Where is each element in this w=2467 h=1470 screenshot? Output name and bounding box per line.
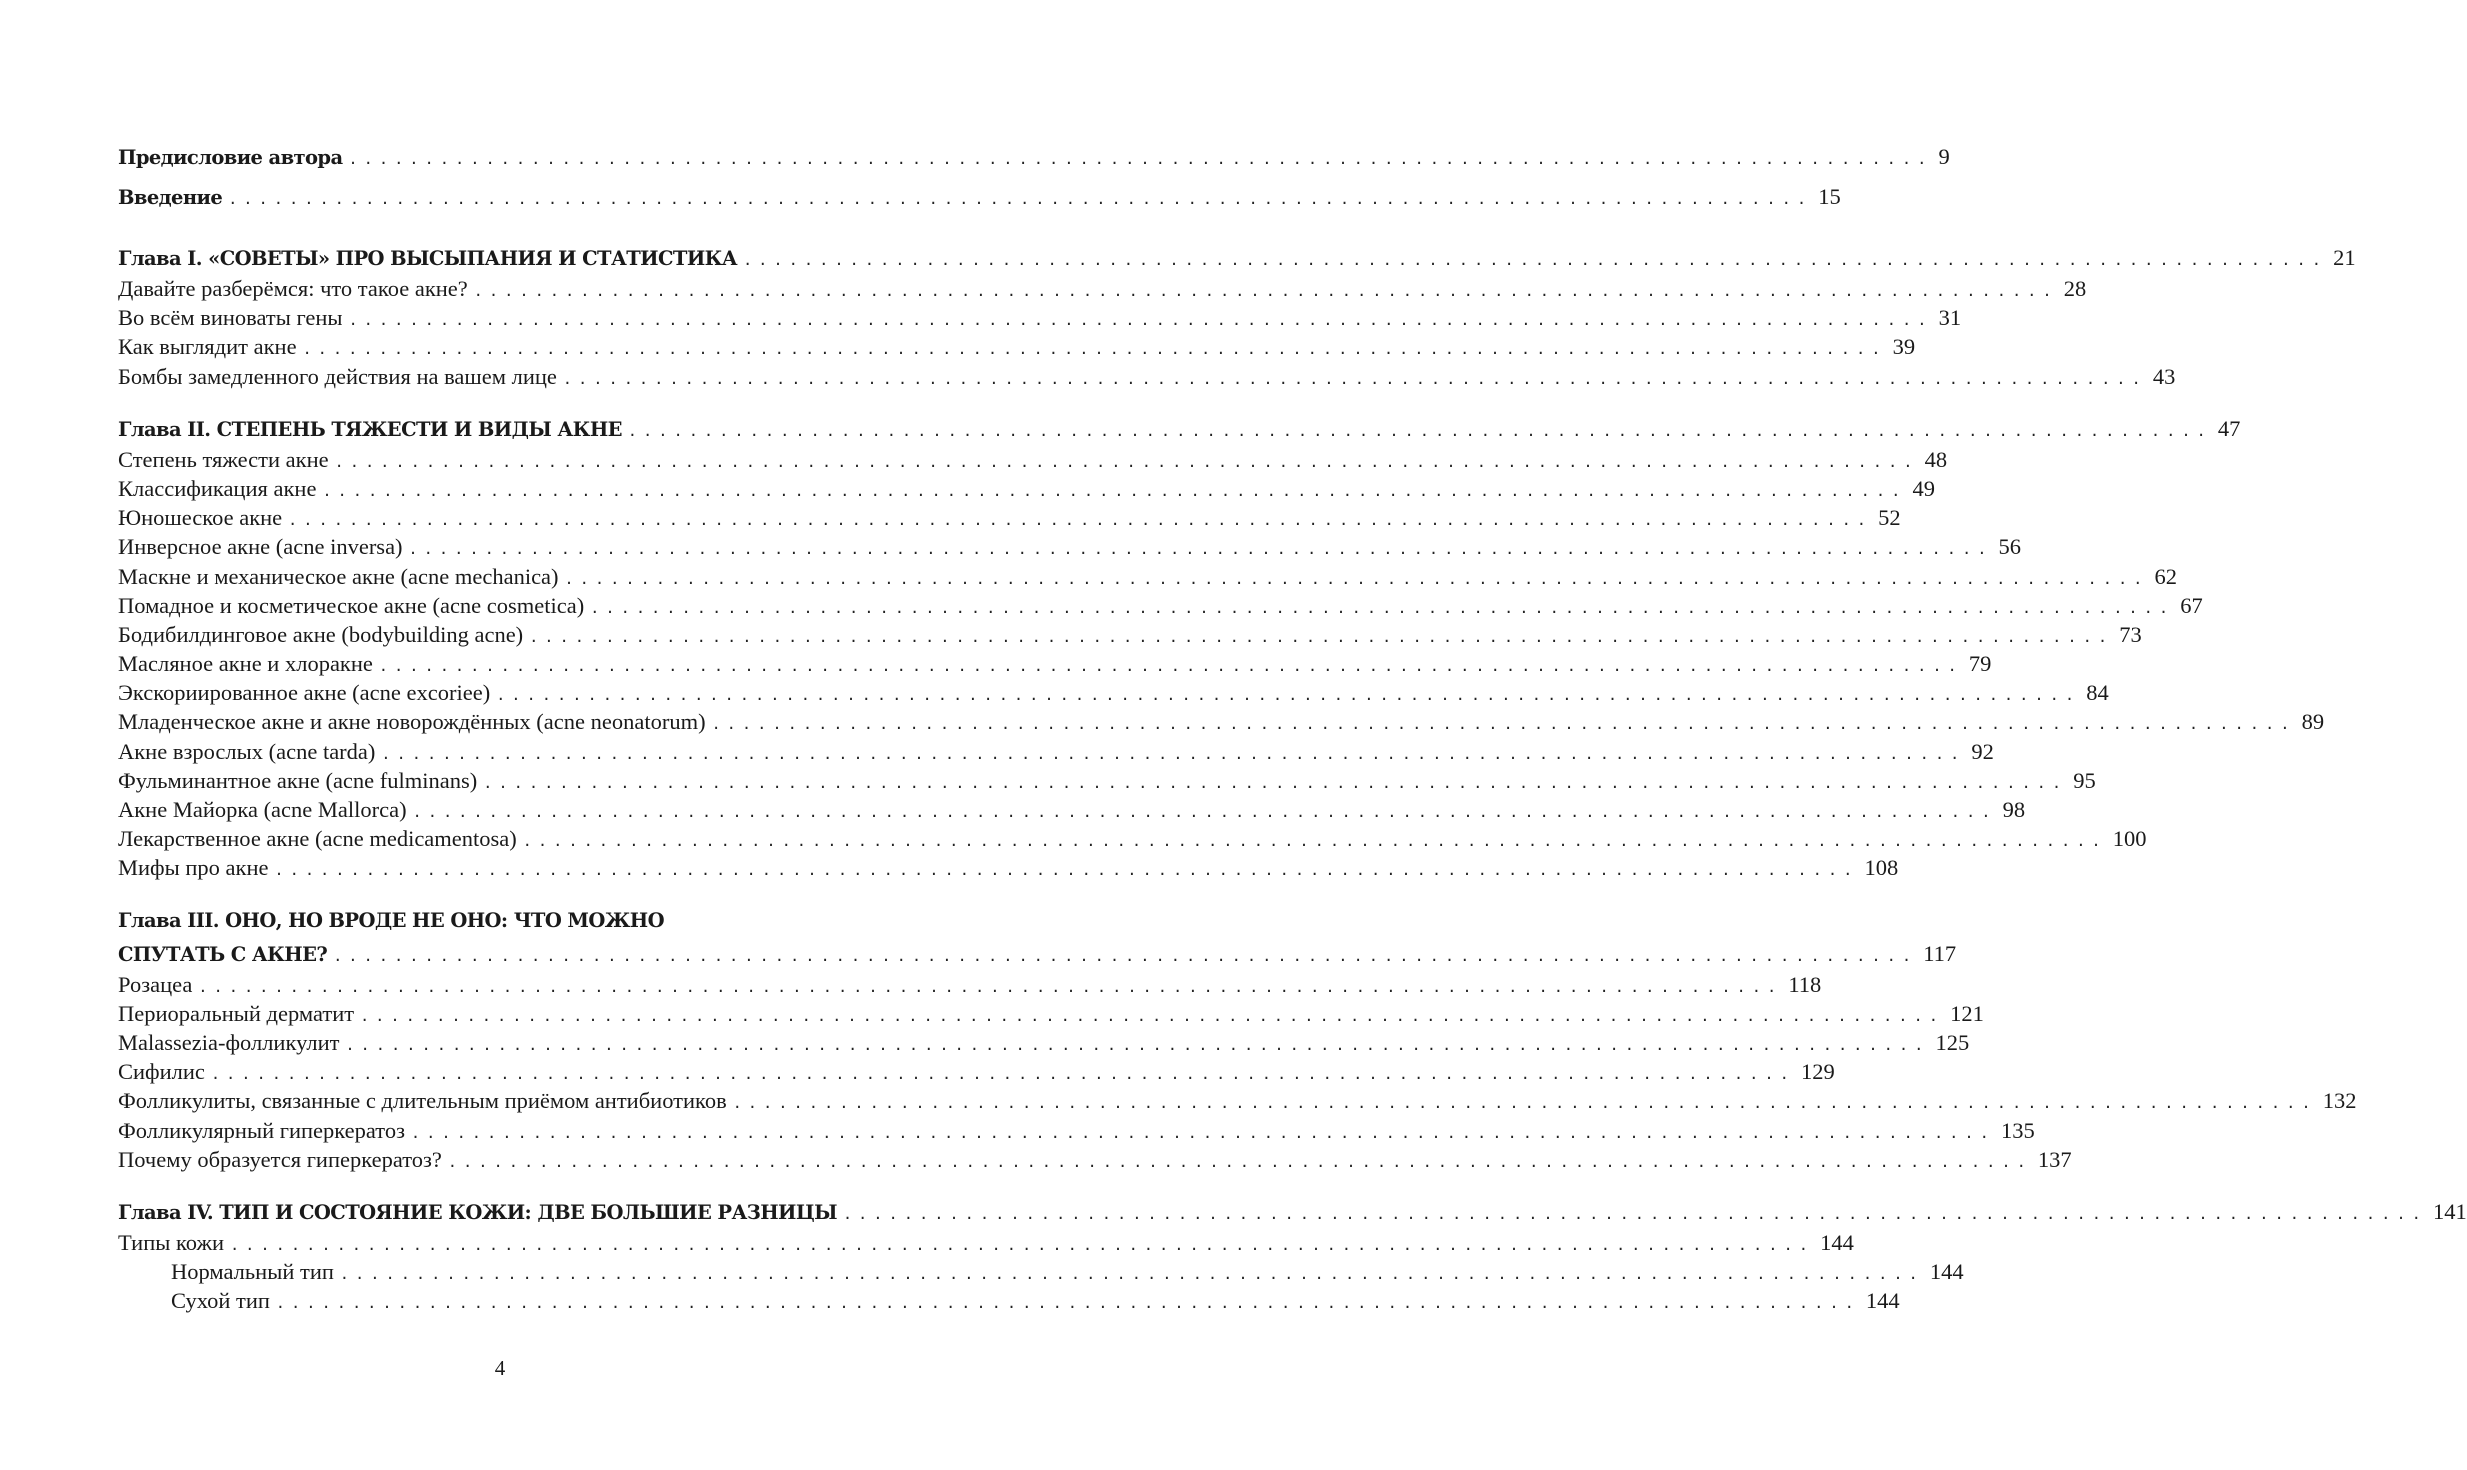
- chapter-title: Глава II. СТЕПЕНЬ ТЯЖЕСТИ И ВИДЫ АКНЕ: [118, 417, 622, 441]
- chapter-page: 141: [2432, 1198, 2467, 1224]
- toc-item-title: Фолликулярный гиперкератоз: [118, 1117, 405, 1143]
- toc-item-page: 98: [2002, 797, 2026, 822]
- toc-chapter-1[interactable]: [118, 241, 2356, 274]
- toc-item[interactable]: [118, 999, 1984, 1028]
- dot-leader: ........................................................................................................: [198, 977, 1783, 996]
- dot-leader: ........................................................................................................: [711, 715, 2296, 734]
- toc-item-title: Акне Майорка (acne Mallorca): [118, 797, 407, 822]
- table-of-contents: [118, 140, 2467, 1315]
- toc-item-page: 118: [1788, 971, 1822, 997]
- toc-item-title: Классификация акне: [118, 475, 317, 501]
- toc-entry-introduction[interactable]: [118, 180, 1841, 220]
- toc-item-title: Юношеское акне: [118, 505, 283, 531]
- toc-item[interactable]: [118, 532, 2022, 561]
- dot-leader: ........................................................................................................: [732, 1094, 2317, 1113]
- dot-leader: ........................................................................................................: [210, 1065, 1795, 1084]
- toc-item-page: 49: [1912, 475, 1935, 501]
- dot-leader: ........................................................................................................: [842, 1204, 2427, 1223]
- dot-leader: ........................................................................................................: [412, 803, 1997, 821]
- chapter-title: Глава I. «СОВЕТЫ» ПРО ВЫСЫПАНИЯ И СТАТИСТИКА: [118, 247, 738, 270]
- toc-item-page: 39: [1892, 334, 1916, 360]
- chapter-title: Глава IV. ТИП И СОСТОЯНИЕ КОЖИ: ДВЕ БОЛЬШИЕ РАЗНИЦЫ: [118, 1200, 837, 1224]
- dot-leader: ........................................................................................................: [564, 569, 2149, 588]
- dot-leader: ........................................................................................................: [230, 1235, 1815, 1254]
- dot-leader: ........................................................................................................: [333, 946, 1918, 965]
- toc-item-page: 43: [2152, 363, 2176, 389]
- toc-item-title: Мифы про акне: [118, 855, 269, 881]
- toc-item[interactable]: [118, 1028, 1970, 1057]
- dot-leader: ........................................................................................................: [408, 540, 1993, 559]
- toc-item[interactable]: [118, 1057, 1835, 1086]
- toc-item[interactable]: [118, 362, 2176, 391]
- toc-item-title: Экскориированное акне (acne excoriee): [118, 680, 491, 706]
- dot-leader: ........................................................................................................: [360, 1006, 1945, 1025]
- toc-item-title: Типы кожи: [118, 1229, 225, 1255]
- toc-item[interactable]: [118, 766, 2096, 795]
- toc-item[interactable]: [118, 1116, 2035, 1145]
- dot-leader: ........................................................................................................: [529, 627, 2114, 646]
- toc-item-page: 144: [1820, 1229, 1854, 1255]
- dot-leader: ........................................................................................................: [590, 598, 2175, 617]
- toc-item-page: 28: [2063, 276, 2087, 301]
- toc-item-title: Степень тяжести акне: [118, 446, 329, 472]
- dot-leader: ........................................................................................................: [288, 511, 1873, 530]
- toc-item[interactable]: [118, 620, 2142, 649]
- dot-leader: ........................................................................................................: [348, 311, 1933, 330]
- toc-item-page: 137: [2037, 1146, 2072, 1172]
- toc-item-title: Инверсное акне (acne inversa): [118, 534, 403, 560]
- toc-item[interactable]: [118, 591, 2203, 620]
- dot-leader: ........................................................................................................: [562, 369, 2147, 388]
- toc-item-title: Сифилис: [118, 1059, 205, 1085]
- toc-chapter-4[interactable]: [118, 1195, 2467, 1228]
- toc-item[interactable]: [118, 1145, 2072, 1174]
- dot-leader: ........................................................................................................: [473, 282, 2058, 300]
- toc-item[interactable]: [118, 474, 1935, 503]
- toc-item-title: Розацеа: [118, 971, 193, 997]
- dot-leader: ........................................................................................................: [348, 150, 1933, 168]
- page-number: 4: [494, 1356, 506, 1380]
- toc-item[interactable]: [118, 737, 1994, 766]
- toc-item-title: Масляное акне и хлоракне: [118, 651, 373, 677]
- toc-subitem-title: Нормальный тип: [171, 1259, 334, 1285]
- toc-item-title: Фолликулиты, связанные с длительным приёмом антибиотиков: [118, 1088, 727, 1114]
- toc-subitem[interactable]: [118, 1286, 1900, 1315]
- dot-leader: ........................................................................................................: [345, 1035, 1930, 1054]
- toc-item[interactable]: [118, 649, 1992, 678]
- toc-item-page: 132: [2322, 1088, 2357, 1114]
- dot-leader: ........................................................................................................: [322, 481, 1907, 500]
- toc-item[interactable]: [118, 332, 1916, 361]
- toc-chapter-2[interactable]: [118, 412, 2241, 445]
- toc-item[interactable]: [118, 1086, 2357, 1115]
- dot-leader: ........................................................................................................: [302, 340, 1887, 359]
- chapter-page: 21: [2333, 245, 2356, 270]
- toc-item-title: Во всём виноваты гены: [118, 305, 343, 331]
- toc-item-title: Периоральный дерматит: [118, 1000, 355, 1026]
- toc-item-title: Давайте разберёмся: что такое акне?: [118, 276, 468, 301]
- toc-subitem-page: 144: [1865, 1288, 1900, 1314]
- toc-entry-title: Предисловие автора: [118, 146, 343, 169]
- toc-item-page: 129: [1800, 1059, 1835, 1085]
- toc-item-title: Маскне и механическое акне (acne mechanica): [118, 563, 559, 589]
- dot-leader: ........................................................................................................: [381, 744, 1966, 763]
- toc-item[interactable]: [118, 445, 1948, 474]
- toc-item-page: 62: [2154, 563, 2178, 589]
- toc-item[interactable]: [118, 707, 2325, 736]
- toc-entry-page: 9: [1938, 144, 1950, 169]
- toc-item[interactable]: [118, 824, 2147, 853]
- toc-item-page: 79: [1968, 651, 1992, 677]
- toc-subitem-page: 144: [1929, 1259, 1964, 1285]
- toc-item-title: Как выглядит акне: [118, 334, 297, 360]
- toc-item-title: Младенческое акне и акне новорождённых (acne neonatorum): [118, 709, 706, 735]
- toc-item-page: 135: [2001, 1117, 2035, 1143]
- toc-item-page: 52: [1878, 505, 1901, 531]
- toc-item-page: 67: [2180, 592, 2203, 618]
- toc-item[interactable]: [118, 303, 1962, 332]
- toc-chapter-3[interactable]: [118, 937, 1957, 970]
- toc-item-title: Почему образуется гиперкератоз?: [118, 1146, 442, 1172]
- toc-item-page: 92: [1971, 738, 1994, 764]
- toc-item-page: 31: [1938, 305, 1962, 331]
- toc-item[interactable]: [118, 795, 2026, 824]
- toc-item[interactable]: [118, 562, 2178, 591]
- dot-leader: ........................................................................................................: [339, 1265, 1924, 1284]
- toc-item-title: Бомбы замедленного действия на вашем лице: [118, 363, 557, 389]
- toc-item[interactable]: [118, 274, 2087, 303]
- toc-subitem[interactable]: [118, 1257, 1964, 1286]
- toc-item-page: 48: [1924, 446, 1948, 472]
- toc-item-title: Лекарственное акне (acne medicamentosa): [118, 826, 517, 852]
- dot-leader: ........................................................................................................: [411, 1123, 1995, 1142]
- toc-item-page: 121: [1950, 1000, 1984, 1026]
- dot-leader: ........................................................................................................: [483, 773, 2068, 792]
- toc-item-title: Бодибилдинговое акне (bodybuilding acne): [118, 621, 524, 647]
- toc-item-page: 95: [2073, 767, 2096, 793]
- toc-entry-page: 15: [1818, 184, 1841, 209]
- toc-item-title: Акне взрослых (acne tarda): [118, 738, 376, 764]
- toc-item-page: 125: [1935, 1029, 1970, 1055]
- dot-leader: ........................................................................................................: [274, 861, 1859, 880]
- dot-leader: ........................................................................................................: [378, 657, 1963, 676]
- chapter-title-line2: СПУТАТЬ С АКНЕ?: [118, 942, 328, 966]
- toc-item[interactable]: [118, 503, 1901, 532]
- toc-item-page: 100: [2112, 826, 2147, 852]
- toc-item[interactable]: [118, 970, 1822, 999]
- toc-item-page: 73: [2119, 621, 2142, 647]
- dot-leader: ........................................................................................................: [275, 1294, 1860, 1313]
- dot-leader: ........................................................................................................: [627, 421, 2212, 440]
- dot-leader: ........................................................................................................: [228, 190, 1813, 208]
- toc-entry-preface[interactable]: [118, 140, 1950, 180]
- chapter-page: 117: [1923, 940, 1957, 966]
- toc-item-page: 108: [1864, 855, 1899, 881]
- chapter-page: 47: [2217, 415, 2241, 441]
- toc-item-page: 89: [2301, 709, 2325, 735]
- dot-leader: ........................................................................................................: [447, 1152, 2032, 1171]
- toc-entry-title: Введение: [118, 186, 223, 209]
- toc-item[interactable]: [118, 678, 2109, 707]
- dot-leader: ........................................................................................................: [522, 832, 2107, 851]
- toc-subitem-title: Сухой тип: [171, 1288, 270, 1314]
- dot-leader: ........................................................................................................: [334, 452, 1919, 471]
- dot-leader: ........................................................................................................: [496, 686, 2081, 705]
- toc-item-title: Фульминантное акне (acne fulminans): [118, 767, 478, 793]
- dot-leader: ........................................................................................................: [743, 251, 2328, 269]
- toc-item-title: Помадное и косметическое акне (acne cosmetica): [118, 592, 585, 618]
- toc-item-page: 56: [1998, 534, 2022, 560]
- toc-item-page: 84: [2086, 680, 2109, 706]
- chapter-title-line1[interactable]: Глава III. ОНО, НО ВРОДЕ НЕ ОНО: ЧТО МОЖНО: [118, 908, 664, 932]
- toc-item[interactable]: [118, 1228, 1854, 1257]
- toc-item[interactable]: [118, 853, 1899, 882]
- toc-item-title: Malassezia-фолликулит: [118, 1029, 340, 1055]
